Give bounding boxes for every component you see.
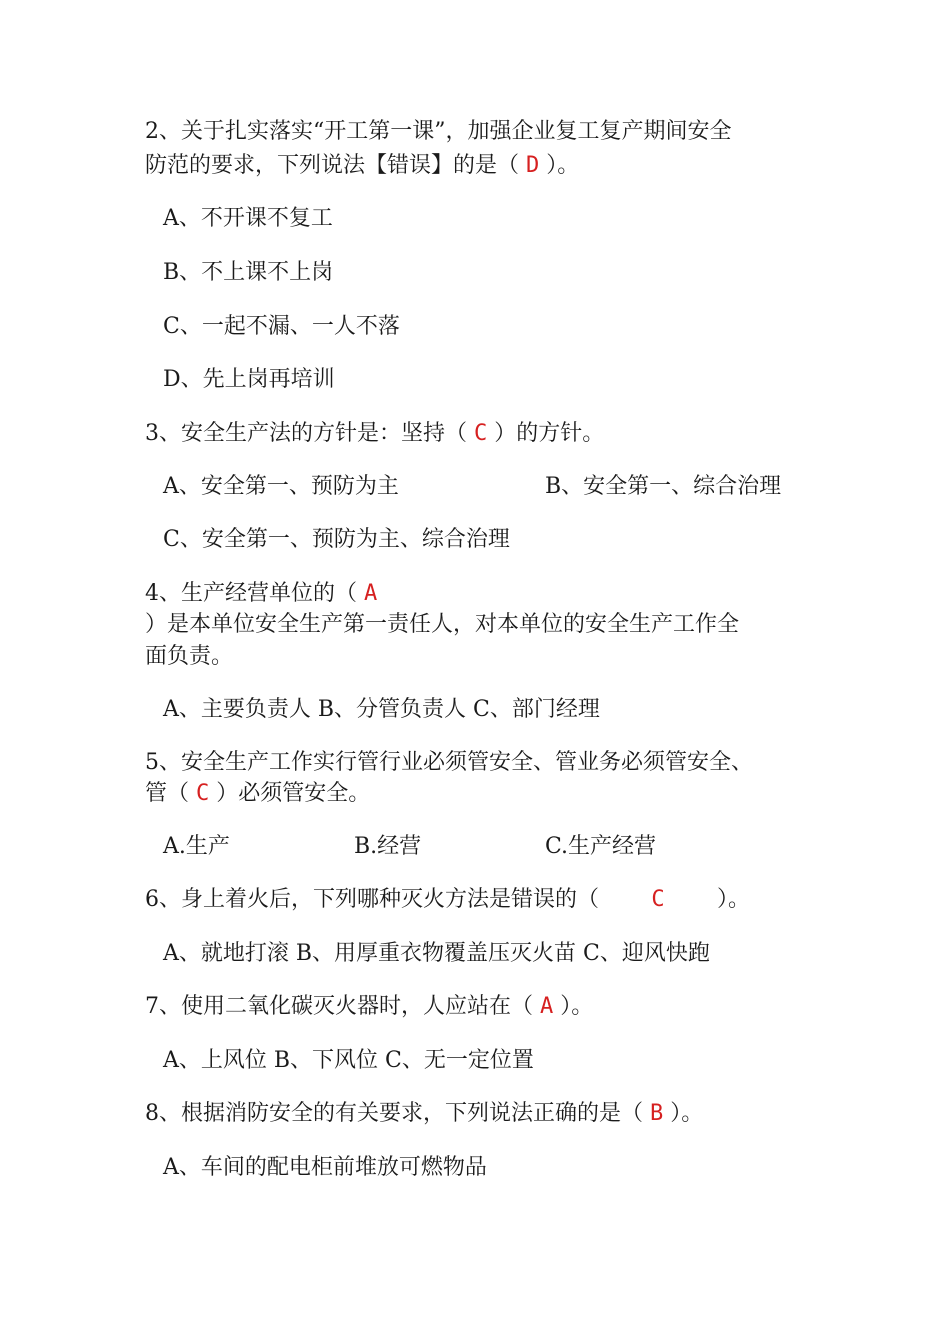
question-5-answer: C — [196, 781, 210, 806]
question-2-option-b: B、不上课不上岗 — [163, 260, 334, 285]
question-4-line-3: 面负责。 — [145, 644, 234, 669]
question-2-answer: D — [526, 153, 540, 178]
question-6-answer: C — [651, 887, 665, 912]
question-6-text-end: ）。 — [717, 887, 751, 912]
question-2-option-c: C、一起不漏、一人不落 — [163, 314, 400, 339]
question-5-option-c: C.生产经营 — [545, 834, 657, 859]
question-7-text: 7、使用二氧化碳灭火器时，人应站在（ — [145, 994, 540, 1019]
question-3-option-a: A、安全第一、预防为主 — [163, 474, 399, 499]
question-2-text: 防范的要求，下列说法【错误】的是（ — [145, 153, 526, 178]
question-2-option-a: A、不开课不复工 — [163, 206, 333, 231]
question-4-options: A、主要负责人 B、分管负责人 C、部门经理 — [163, 697, 600, 722]
question-3-option-c: C、安全第一、预防为主、综合治理 — [163, 527, 510, 552]
question-2-line-1: 2、关于扎实落实“开工第一课”，加强企业复工复产期间安全 — [145, 119, 732, 144]
question-6 — [145, 884, 750, 916]
question-4-text: 4、生产经营单位的（ — [145, 581, 364, 606]
question-7 — [145, 991, 593, 1023]
question-4-line-1 — [145, 578, 377, 610]
question-7-options: A、上风位 B、下风位 C、无一定位置 — [163, 1048, 534, 1073]
question-8-text: 8、根据消防安全的有关要求，下列说法正确的是（ — [145, 1101, 650, 1126]
question-8 — [145, 1098, 703, 1130]
question-4-line-2: ）是本单位安全生产第一责任人，对本单位的安全生产工作全 — [145, 612, 740, 637]
question-2-option-d: D、先上岗再培训 — [163, 367, 335, 392]
question-5-line-2 — [145, 778, 370, 810]
question-3-text: 3、安全生产法的方针是：坚持（ — [145, 421, 474, 446]
question-3-answer: C — [474, 421, 488, 446]
question-3 — [145, 418, 604, 450]
question-8-answer: B — [650, 1101, 664, 1126]
question-3-option-b: B、安全第一、综合治理 — [545, 474, 782, 499]
question-5-option-b: B.经营 — [354, 834, 422, 859]
question-7-answer: A — [540, 994, 554, 1019]
question-4-answer: A — [364, 581, 378, 606]
question-7-text-end: ）。 — [553, 994, 594, 1019]
question-3-text-end: ）的方针。 — [487, 421, 605, 446]
question-8-option-a: A、车间的配电柜前堆放可燃物品 — [163, 1155, 487, 1180]
question-5-text-end: ）必须管安全。 — [209, 781, 371, 806]
question-5-text: 管（ — [145, 781, 196, 806]
question-2-line-2 — [145, 150, 579, 182]
question-5-option-a: A.生产 — [163, 834, 230, 859]
question-6-text: 6、身上着火后，下列哪种灭火方法是错误的（ — [145, 887, 599, 912]
question-8-text-end: ）。 — [663, 1101, 704, 1126]
question-5-line-1: 5、安全生产工作实行管行业必须管安全、管业务必须管安全、 — [145, 750, 753, 775]
question-6-options: A、就地打滚 B、用厚重衣物覆盖压灭火苗 C、迎风快跑 — [163, 941, 710, 966]
question-2-text-end: ）。 — [539, 153, 580, 178]
